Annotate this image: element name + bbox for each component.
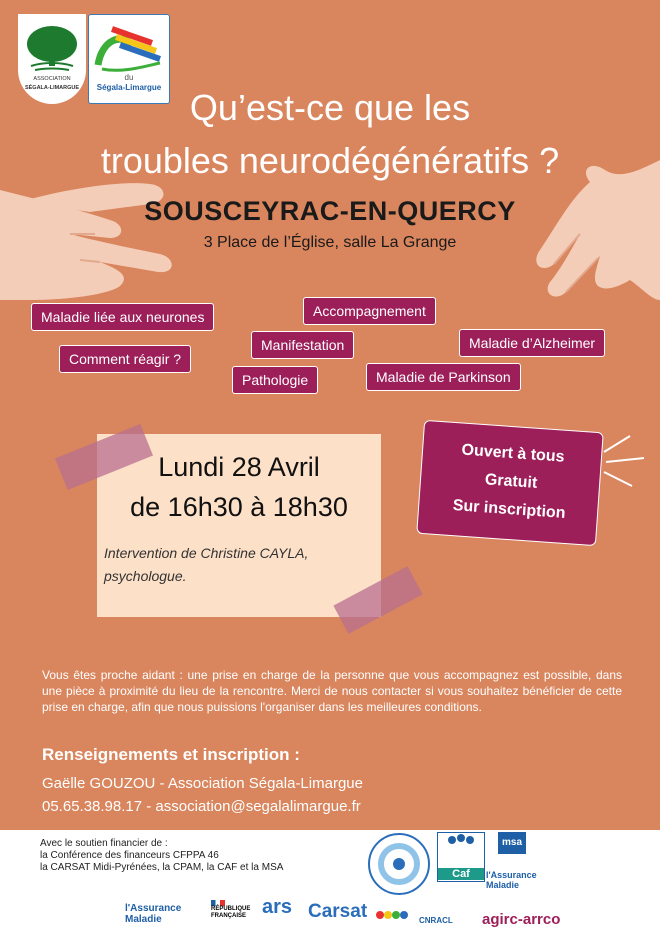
event-city: SOUSCEYRAC-EN-QUERCY — [144, 196, 516, 226]
event-time: de 16h30 à 18h30 — [130, 492, 348, 522]
agirc-arrco-logo: agirc-arrco — [482, 911, 561, 928]
tag-accompagnement: Accompagnement — [303, 297, 436, 325]
conference-financeurs-logo — [367, 832, 431, 896]
association-logo-line1: ASSOCIATION — [33, 76, 71, 82]
open-line-3: Sur inscription — [452, 497, 567, 522]
assurance-right-line1: l'Assurance — [486, 870, 537, 880]
page-title-line1: Qu’est-ce que les — [189, 87, 471, 128]
tag-manifestation: Manifestation — [251, 331, 354, 359]
caf-logo — [437, 832, 485, 882]
association-logo-line2: SÉGALA-LIMARGUE — [24, 84, 80, 91]
contact-name: Gaëlle GOUZOU - Association Ségala-Limargue — [42, 775, 363, 792]
republique-francaise-logo — [211, 900, 255, 920]
assurance-maladie-logo-left — [125, 903, 205, 925]
caf-label: Caf — [438, 868, 484, 880]
event-speaker-line2: psychologue. — [104, 568, 187, 584]
cnracl-logo: CNRACL — [419, 916, 453, 925]
colorful-ribbons-icon — [92, 19, 166, 73]
event-speaker — [104, 542, 308, 588]
financial-support — [40, 838, 283, 874]
open-line-1: Ouvert à tous — [461, 441, 566, 466]
support-line1: Avec le soutien financier de : — [40, 838, 168, 849]
republique-line1: RÉPUBLIQUE — [211, 906, 251, 912]
emphasis-lines-icon — [600, 432, 650, 492]
support-line2: la Conférence des financeurs CFPPA 46 — [40, 850, 219, 861]
event-box — [97, 434, 381, 617]
event-speaker-line1: Intervention de Christine CAYLA, — [104, 545, 309, 561]
caregiver-info: Vous êtes proche aidant : une prise en charge de la personne que vous accompagnez est possible, dans une pièce à proximité du lieu de la rencontre. Merci de nous contacter si vous souhaitez bénéficier de cette prise en charge, afin que nous puissions l'organiser dans les meilleures conditions. — [42, 668, 622, 714]
republique-line2: FRANÇAISE — [211, 913, 247, 919]
event-address: 3 Place de l’Église, salle La Grange — [203, 234, 457, 251]
securite-sociale-logo — [374, 905, 414, 925]
assurance-left-line2: Maladie — [125, 914, 162, 925]
contrat-logo-name: Ségala-Limargue — [96, 83, 162, 92]
contrat-logo-du: du — [124, 73, 134, 82]
ars-logo: ars — [262, 896, 293, 918]
tag-parkinson: Maladie de Parkinson — [366, 363, 521, 391]
family-icon — [438, 833, 484, 855]
msa-logo: msa — [498, 832, 526, 854]
tag-pathologie: Pathologie — [232, 366, 318, 394]
assurance-maladie-logo-right — [486, 870, 566, 890]
contact-phone-email: 05.65.38.98.17 - association@segalalimargue.fr — [42, 798, 361, 815]
page-title-line2: troubles neurodégénératifs ? — [100, 140, 560, 181]
tag-maladie-neurones: Maladie liée aux neurones — [31, 303, 214, 331]
contact-heading: Renseignements et inscription : — [42, 745, 300, 764]
tag-comment-reagir: Comment réagir ? — [59, 345, 191, 373]
tag-alzheimer: Maladie d’Alzheimer — [459, 329, 605, 357]
event-date: Lundi 28 Avril — [158, 452, 320, 482]
open-to-all-box — [416, 420, 604, 546]
support-line3: la CARSAT Midi-Pyrénées, la CPAM, la CAF et la MSA — [40, 862, 284, 873]
assurance-right-line2: Maladie — [486, 880, 520, 890]
assurance-left-line1: l'Assurance — [125, 903, 182, 914]
carsat-logo: Carsat — [308, 901, 368, 922]
tree-icon — [25, 20, 79, 74]
open-line-2: Gratuit — [484, 471, 538, 492]
